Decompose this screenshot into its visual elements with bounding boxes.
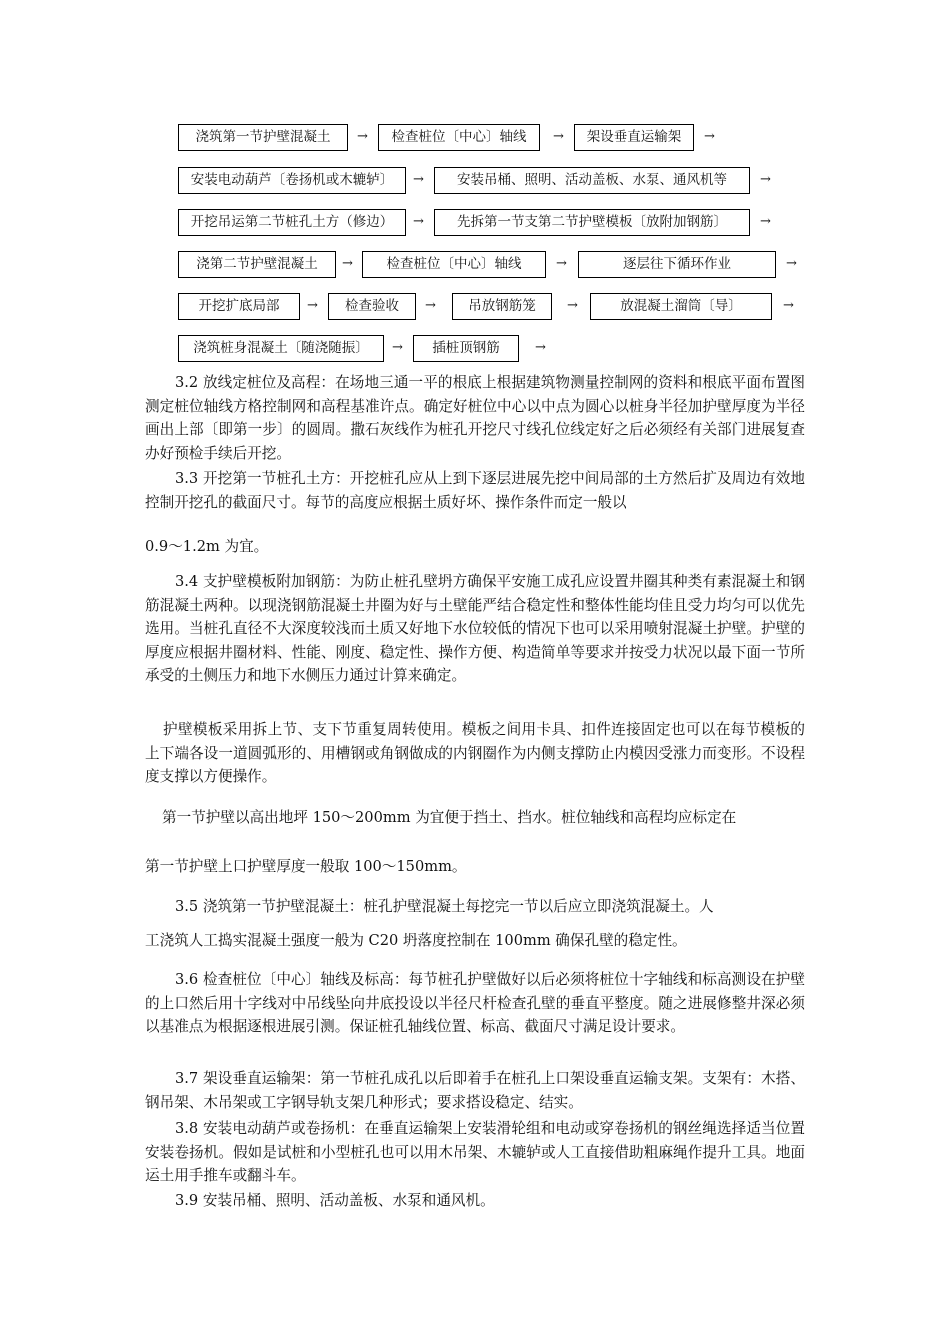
paragraph-3-3-cont: 0.9～1.2m 为宜。 bbox=[145, 538, 269, 555]
flow-arrow: → bbox=[786, 256, 797, 271]
paragraph-3-3: 3.3 开挖第一节桩孔土方：开挖桩孔应从上到下逐层进展先挖中间局部的土方然后扩及周边有效地控制开挖孔的截面尺寸。每节的高度应根据土质好坏、操作条件而定一般以 bbox=[145, 470, 805, 511]
paragraph-3-7: 3.7 架设垂直运输架：第一节桩孔成孔以后即着手在桩孔上口架设垂直运输支架。支架有：木搭、钢吊架、木吊架或工字钢导轨支架几种形式；要求搭设稳定、结实。 bbox=[145, 1070, 805, 1111]
flow-arrow: → bbox=[425, 298, 436, 313]
flow-arrow: → bbox=[307, 298, 318, 313]
flow-box-excavate-base: 开挖扩底局部 bbox=[178, 293, 300, 320]
flow-box-excavate-second: 开挖吊运第二节桩孔土方（修边） bbox=[178, 209, 406, 236]
flow-arrow: → bbox=[783, 298, 794, 313]
flow-box-repeat-cycle: 逐层往下循环作业 bbox=[578, 251, 776, 278]
flow-box-pour-second: 浇第二节护壁混凝土 bbox=[178, 251, 336, 278]
flow-box-install-hoist: 安装电动葫芦〔卷扬机或木辘轳〕 bbox=[178, 167, 406, 194]
flow-box-formwork: 先拆第一节支第二节护壁模板〔放附加钢筋〕 bbox=[434, 209, 750, 236]
paragraph-3-6: 3.6 检查桩位〔中心〕轴线及标高：每节桩孔护壁做好以后必须将桩位十字轴线和标高测设在护壁的上口然后用十字线对中吊线坠向井底投设以半径尺杆检查孔壁的垂直平整度。随之进展修整井深必须以基准点为根据逐根进展引测。保证桩孔轴线位置、标高、截面尺寸满足设计要求。 bbox=[145, 971, 805, 1035]
paragraph-3-4: 3.4 支护壁模板附加钢筋：为防止桩孔壁坍方确保平安施工成孔应设置井圈其种类有素混凝土和钢筋混凝土两种。以现浇钢筋混凝土井圈为好与土壁能严结合稳定性和整体性能均佳且受力均匀可以优先选用。当桩孔直径不大深度较浅而土质又好地下水位较低的情况下也可以采用喷射混凝土护壁。护壁的厚度应根据井圈材料、性能、刚度、稳定性、操作方便、构造简单等要求并按受力状况以最下面一节所承受的土侧压力和地下水侧压力通过计算来确定。 bbox=[145, 573, 805, 684]
flow-box-place-cage: 吊放钢筋笼 bbox=[452, 293, 552, 320]
paragraph-3-2: 3.2 放线定桩位及高程：在场地三通一平的根底上根据建筑物测量控制网的资料和根底平面布置图测定桩位轴线方格控制网和高程基准许点。确定好桩位中心以中点为圆心以桩身半径加护壁厚度为半径画出上部〔即第一步〕的圆周。撒石灰线作为桩孔开挖尺寸线孔位线定好之后必须经有关部门进展复查办好预检手续后开挖。 bbox=[145, 374, 805, 462]
paragraph-3-5: 3.5 浇筑第一节护壁混凝土：桩孔护壁混凝土每挖完一节以后应立即浇筑混凝土。人 bbox=[175, 898, 714, 915]
flow-arrow: → bbox=[413, 172, 424, 187]
flow-box-insert-rebar: 插桩顶钢筋 bbox=[413, 335, 519, 362]
paragraph-3-8: 3.8 安装电动葫芦或卷扬机：在垂直运输架上安装滑轮组和电动或穿卷扬机的钢丝绳选择适当位置安装卷扬机。假如是试桩和小型桩孔也可以用木吊架、木辘轳或人工直接借助粗麻绳作提升工具。地面运土用手推车或翻斗车。 bbox=[145, 1120, 805, 1184]
paragraph-3-4-thickness: 第一节护壁上口护壁厚度一般取 100～150mm。 bbox=[145, 858, 467, 875]
flow-box-check-axis-2: 检查桩位〔中心〕轴线 bbox=[362, 251, 546, 278]
flow-box-check-axis: 检查桩位〔中心〕轴线 bbox=[378, 124, 540, 151]
flow-arrow: → bbox=[342, 256, 353, 271]
flow-arrow: → bbox=[413, 214, 424, 229]
flow-arrow: → bbox=[704, 129, 715, 144]
flow-arrow: → bbox=[535, 340, 546, 355]
paragraph-3-4-formwork: 护壁模板采用拆上节、支下节重复周转使用。模板之间用卡具、扣件连接固定也可以在每节模板的上下端各设一道圆弧形的、用槽钢或角钢做成的内钢圈作为内侧支撑防止内模因受涨力而变形。不设程度支撑以方便操作。 bbox=[145, 721, 805, 785]
flow-arrow: → bbox=[760, 214, 771, 229]
flow-box-pour-first-wall: 浇筑第一节护壁混凝土 bbox=[178, 124, 348, 151]
paragraph-3-9: 3.9 安装吊桶、照明、活动盖板、水泵和通风机。 bbox=[175, 1192, 495, 1209]
paragraph-3-4-first-section: 第一节护壁以高出地坪 150～200mm 为宜便于挡土、挡水。桩位轴线和高程均应标定在 bbox=[162, 809, 737, 826]
flow-box-install-equipment: 安装吊桶、照明、活动盖板、水泵、通风机等 bbox=[434, 167, 750, 194]
flow-arrow: → bbox=[553, 129, 564, 144]
flow-arrow: → bbox=[567, 298, 578, 313]
paragraph-3-5-cont: 工浇筑人工捣实混凝土强度一般为 C20 坍落度控制在 100mm 确保孔壁的稳定性。 bbox=[145, 932, 687, 949]
flow-arrow: → bbox=[357, 129, 368, 144]
flow-box-inspect: 检查验收 bbox=[328, 293, 416, 320]
flow-box-pour-pile: 浇筑桩身混凝土〔随浇随振〕 bbox=[178, 335, 384, 362]
flow-box-set-frame: 架设垂直运输架 bbox=[574, 124, 694, 151]
flow-arrow: → bbox=[556, 256, 567, 271]
flow-arrow: → bbox=[760, 172, 771, 187]
flow-box-concrete-chute: 放混凝土溜筒〔导〕 bbox=[590, 293, 772, 320]
flow-arrow: → bbox=[392, 340, 403, 355]
